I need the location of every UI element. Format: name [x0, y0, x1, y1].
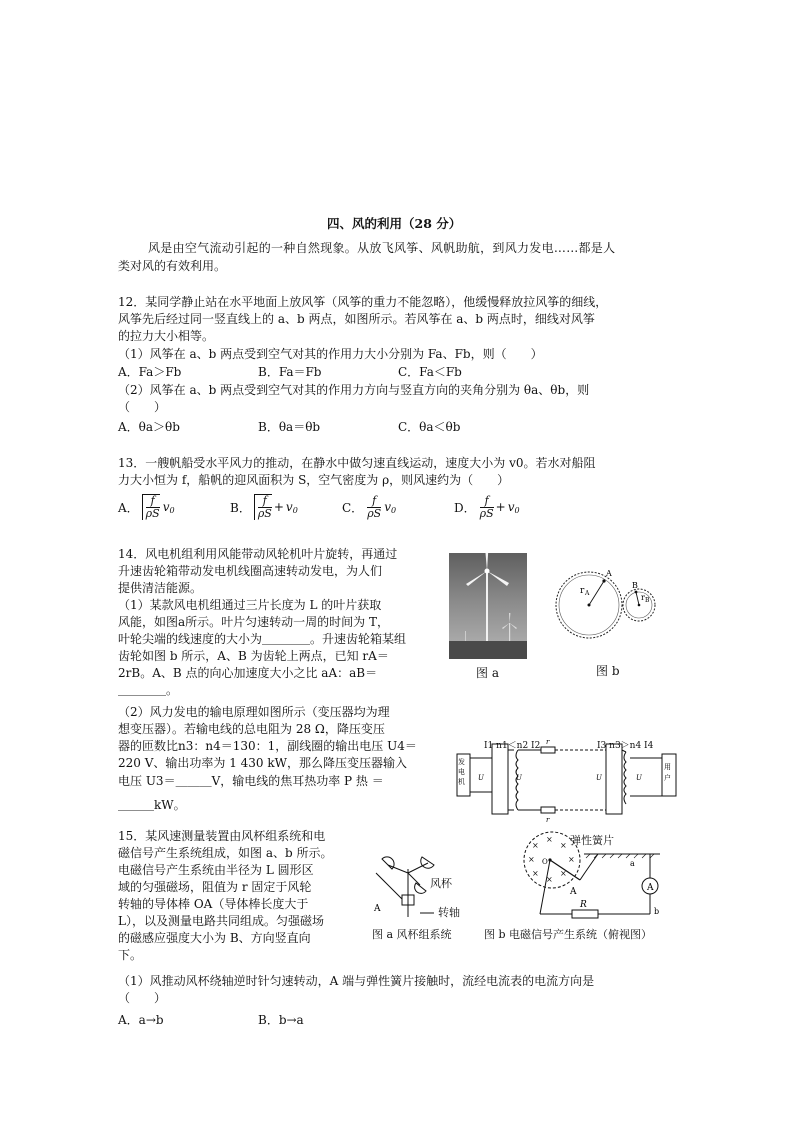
- svg-text:A: A: [606, 569, 612, 578]
- q13-line-2: 力大小恒为 f，船帆的迎风面积为 S，空气密度为 ρ，则风速约为（ ）: [118, 473, 510, 487]
- q14-line-3: 提供清洁能源。: [118, 581, 203, 595]
- figure-15b-caption: 图 b 电磁信号产生系统（俯视图）: [484, 928, 653, 941]
- sqrt-sign: $\frac{f}{\rho S}$: [254, 494, 272, 520]
- q15-line-8: 下。: [118, 948, 143, 962]
- svg-text:r: r: [546, 738, 550, 746]
- svg-text:机: 机: [458, 778, 465, 786]
- q15-line-2: 磁信号产生系统组成，如图 a、b 所示。: [118, 846, 333, 860]
- label-axis: 转轴: [438, 906, 460, 919]
- q14-line-4: （1）某款风电机组通过三片长度为 L 的叶片获取: [118, 598, 382, 612]
- svg-text:r: r: [546, 816, 550, 822]
- wind-turbine-photo: [449, 553, 527, 659]
- circuit-label-i1-i2: I1 n1＜n2 I2: [484, 741, 541, 751]
- sqrt-sign: $\frac{f}{\rho S}$: [142, 494, 160, 520]
- q12-p1-option-a: A．Fa＞Fb: [118, 365, 182, 379]
- q15-part1-line-1: （1）风推动风杯绕轴逆时针匀速转动，A 端与弹性簧片接触时，流经电流表的电流方向是: [118, 974, 595, 988]
- q14-line-5: 风能，如图a所示。叶片匀速转动一周的时间为 T，: [118, 615, 389, 629]
- q13-option-a: A． $\frac{f}{\rho S}$ $v_0$: [118, 494, 175, 520]
- q12-p2-option-a: A．θa＞θb: [118, 420, 180, 434]
- gears-diagram: [546, 560, 656, 650]
- q12-p1-option-b: B．Fa＝Fb: [258, 365, 322, 379]
- section-title: 四、风的利用（28 分）: [327, 216, 462, 231]
- q14-line-2: 升速齿轮箱带动发电机线圈高速转动发电，为人们: [118, 564, 383, 578]
- q12-p1-option-c: C．Fa＜Fb: [398, 365, 462, 379]
- q14-line-8: 2rB。A、B 点的向心加速度大小之比 aA：aB＝: [118, 666, 378, 680]
- svg-text:×: ×: [532, 841, 539, 850]
- figure-b-caption: 图 b: [596, 664, 620, 678]
- figure-15a-caption: 图 a 风杯组系统: [372, 928, 452, 941]
- q12-line-1: 12．某同学静止站在水平地面上放风筝（风筝的重力不能忽略），他缓慢释放拉风筝的细线，: [118, 295, 608, 309]
- svg-text:×: ×: [568, 855, 575, 864]
- q15-line-4: 域的匀强磁场，阻值为 r 固定于风轮: [118, 880, 312, 894]
- svg-text:用: 用: [664, 763, 671, 771]
- q14-line-1: 14．风电机组利用风能带动风轮机叶片旋转，再通过: [118, 547, 398, 561]
- q13-option-d: D． $\frac{f}{\rho S}$ + $v_0$: [454, 493, 520, 520]
- svg-text:R: R: [580, 900, 587, 910]
- svg-text:A: A: [374, 904, 381, 914]
- svg-text:×: ×: [546, 875, 553, 884]
- svg-text:A: A: [585, 590, 590, 597]
- q15-option-a: A．a→b: [118, 1013, 164, 1027]
- q14-part2-line-2: 想变压器）。若输电线的总电阻为 28 Ω，降压变压: [118, 722, 385, 736]
- q15-line-5: 转轴的导体棒 OA（导体棒长度大于: [118, 897, 309, 911]
- svg-text:×: ×: [528, 855, 535, 864]
- q15-line-7: 的磁感应强度大小为 B、方向竖直向: [118, 931, 311, 945]
- q13-option-c-letter: C．: [342, 500, 364, 515]
- svg-text:发: 发: [458, 758, 465, 766]
- svg-text:b: b: [654, 907, 660, 916]
- q14-line-9: ＿＿＿＿。: [118, 683, 179, 697]
- q13-option-a-letter: A．: [118, 500, 139, 515]
- q13-option-c: C． $\frac{f}{\rho S}$ $v_0$: [342, 493, 397, 520]
- q13-line-1: 13．一艘帆船受水平风力的推动，在静水中做匀速直线运动，速度大小为 v0。若水对船阻: [118, 456, 596, 470]
- svg-text:×: ×: [532, 869, 539, 878]
- q12-part1: （1）风筝在 a、b 两点受到空气对其的作用力大小分别为 Fa、Fb，则（ ）: [118, 347, 543, 361]
- q13-option-b: B． $\frac{f}{\rho S}$ + $v_0$: [230, 494, 298, 520]
- svg-text:A: A: [647, 883, 654, 893]
- svg-text:U: U: [478, 774, 484, 782]
- q12-part2-line-1: （2）风筝在 a、b 两点受到空气对其的作用力方向与竖直方向的夹角分别为 θa、θb，则: [118, 383, 590, 397]
- q15-line-1: 15．某风速测量装置由风杯组系统和电: [118, 829, 326, 843]
- q13-option-b-letter: B．: [230, 500, 251, 515]
- q14-part2-line-6: ＿＿＿kW。: [118, 798, 186, 812]
- q14-line-7: 齿轮如图 b 所示，A、B 为齿轮上两点，已知 rA＝: [118, 649, 389, 663]
- q14-part2-line-5: 电压 U3＝＿＿＿V，输电线的焦耳热功率 P 热 ＝: [118, 774, 384, 788]
- q12-p2-option-c: C．θa＜θb: [398, 420, 461, 434]
- svg-text:B: B: [632, 581, 638, 590]
- q14-part2-line-3: 器的匝数比n3：n4＝130：1，副线圈的输出电压 U4＝: [118, 739, 417, 753]
- svg-text:U: U: [596, 774, 602, 782]
- svg-text:×: ×: [560, 869, 567, 878]
- svg-text:a: a: [630, 859, 635, 868]
- q15-option-b: B．b→a: [258, 1013, 304, 1027]
- q15-line-6: L），以及测量电路共同组成。匀强磁场: [118, 914, 324, 928]
- intro-line-2: 类对风的有效利用。: [118, 259, 227, 273]
- svg-text:r: r: [580, 586, 585, 596]
- q15-line-3: 电磁信号产生系统由半径为 L 圆形区: [118, 863, 314, 877]
- label-cup: 风杯: [430, 877, 452, 890]
- q14-part2-line-4: 220 V、输出功率为 1 430 kW，那么降压变压器输入: [118, 756, 407, 770]
- q12-part2-line-2: （ ）: [118, 400, 167, 414]
- q13-option-d-letter: D．: [454, 500, 476, 515]
- label-spring: 弹性簧片: [570, 834, 614, 847]
- circuit-label-i3-i4: I3 n3＞n4 I4: [597, 741, 654, 751]
- q14-part2-line-1: （2）风力发电的输电原理如图所示（变压器均为理: [118, 705, 390, 719]
- svg-text:×: ×: [546, 835, 553, 844]
- svg-text:U: U: [636, 774, 642, 782]
- svg-text:r: r: [641, 593, 645, 602]
- q12-p2-option-b: B．θa＝θb: [258, 420, 321, 434]
- svg-text:户: 户: [664, 774, 671, 782]
- svg-text:×: ×: [560, 841, 567, 850]
- svg-text:B: B: [645, 597, 650, 604]
- svg-text:A: A: [570, 887, 577, 897]
- intro-line-1: 风是由空气流动引起的一种自然现象。从放飞风筝、风帆助航，到风力发电……都是人: [148, 241, 616, 255]
- figure-a-caption: 图 a: [476, 666, 499, 680]
- q14-line-6: 叶轮尖端的线速度的大小为＿＿＿＿。升速齿轮箱某组: [118, 632, 407, 646]
- svg-text:O: O: [542, 858, 548, 866]
- q12-line-2: 风筝先后经过同一竖直线上的 a、b 两点，如图所示。若风筝在 a、b 两点时，细线对风筝: [118, 312, 595, 326]
- q15-part1-line-2: （ ）: [118, 991, 167, 1005]
- svg-text:电: 电: [458, 768, 465, 776]
- svg-text:U: U: [516, 774, 522, 782]
- q12-line-3: 的拉力大小相等。: [118, 329, 215, 343]
